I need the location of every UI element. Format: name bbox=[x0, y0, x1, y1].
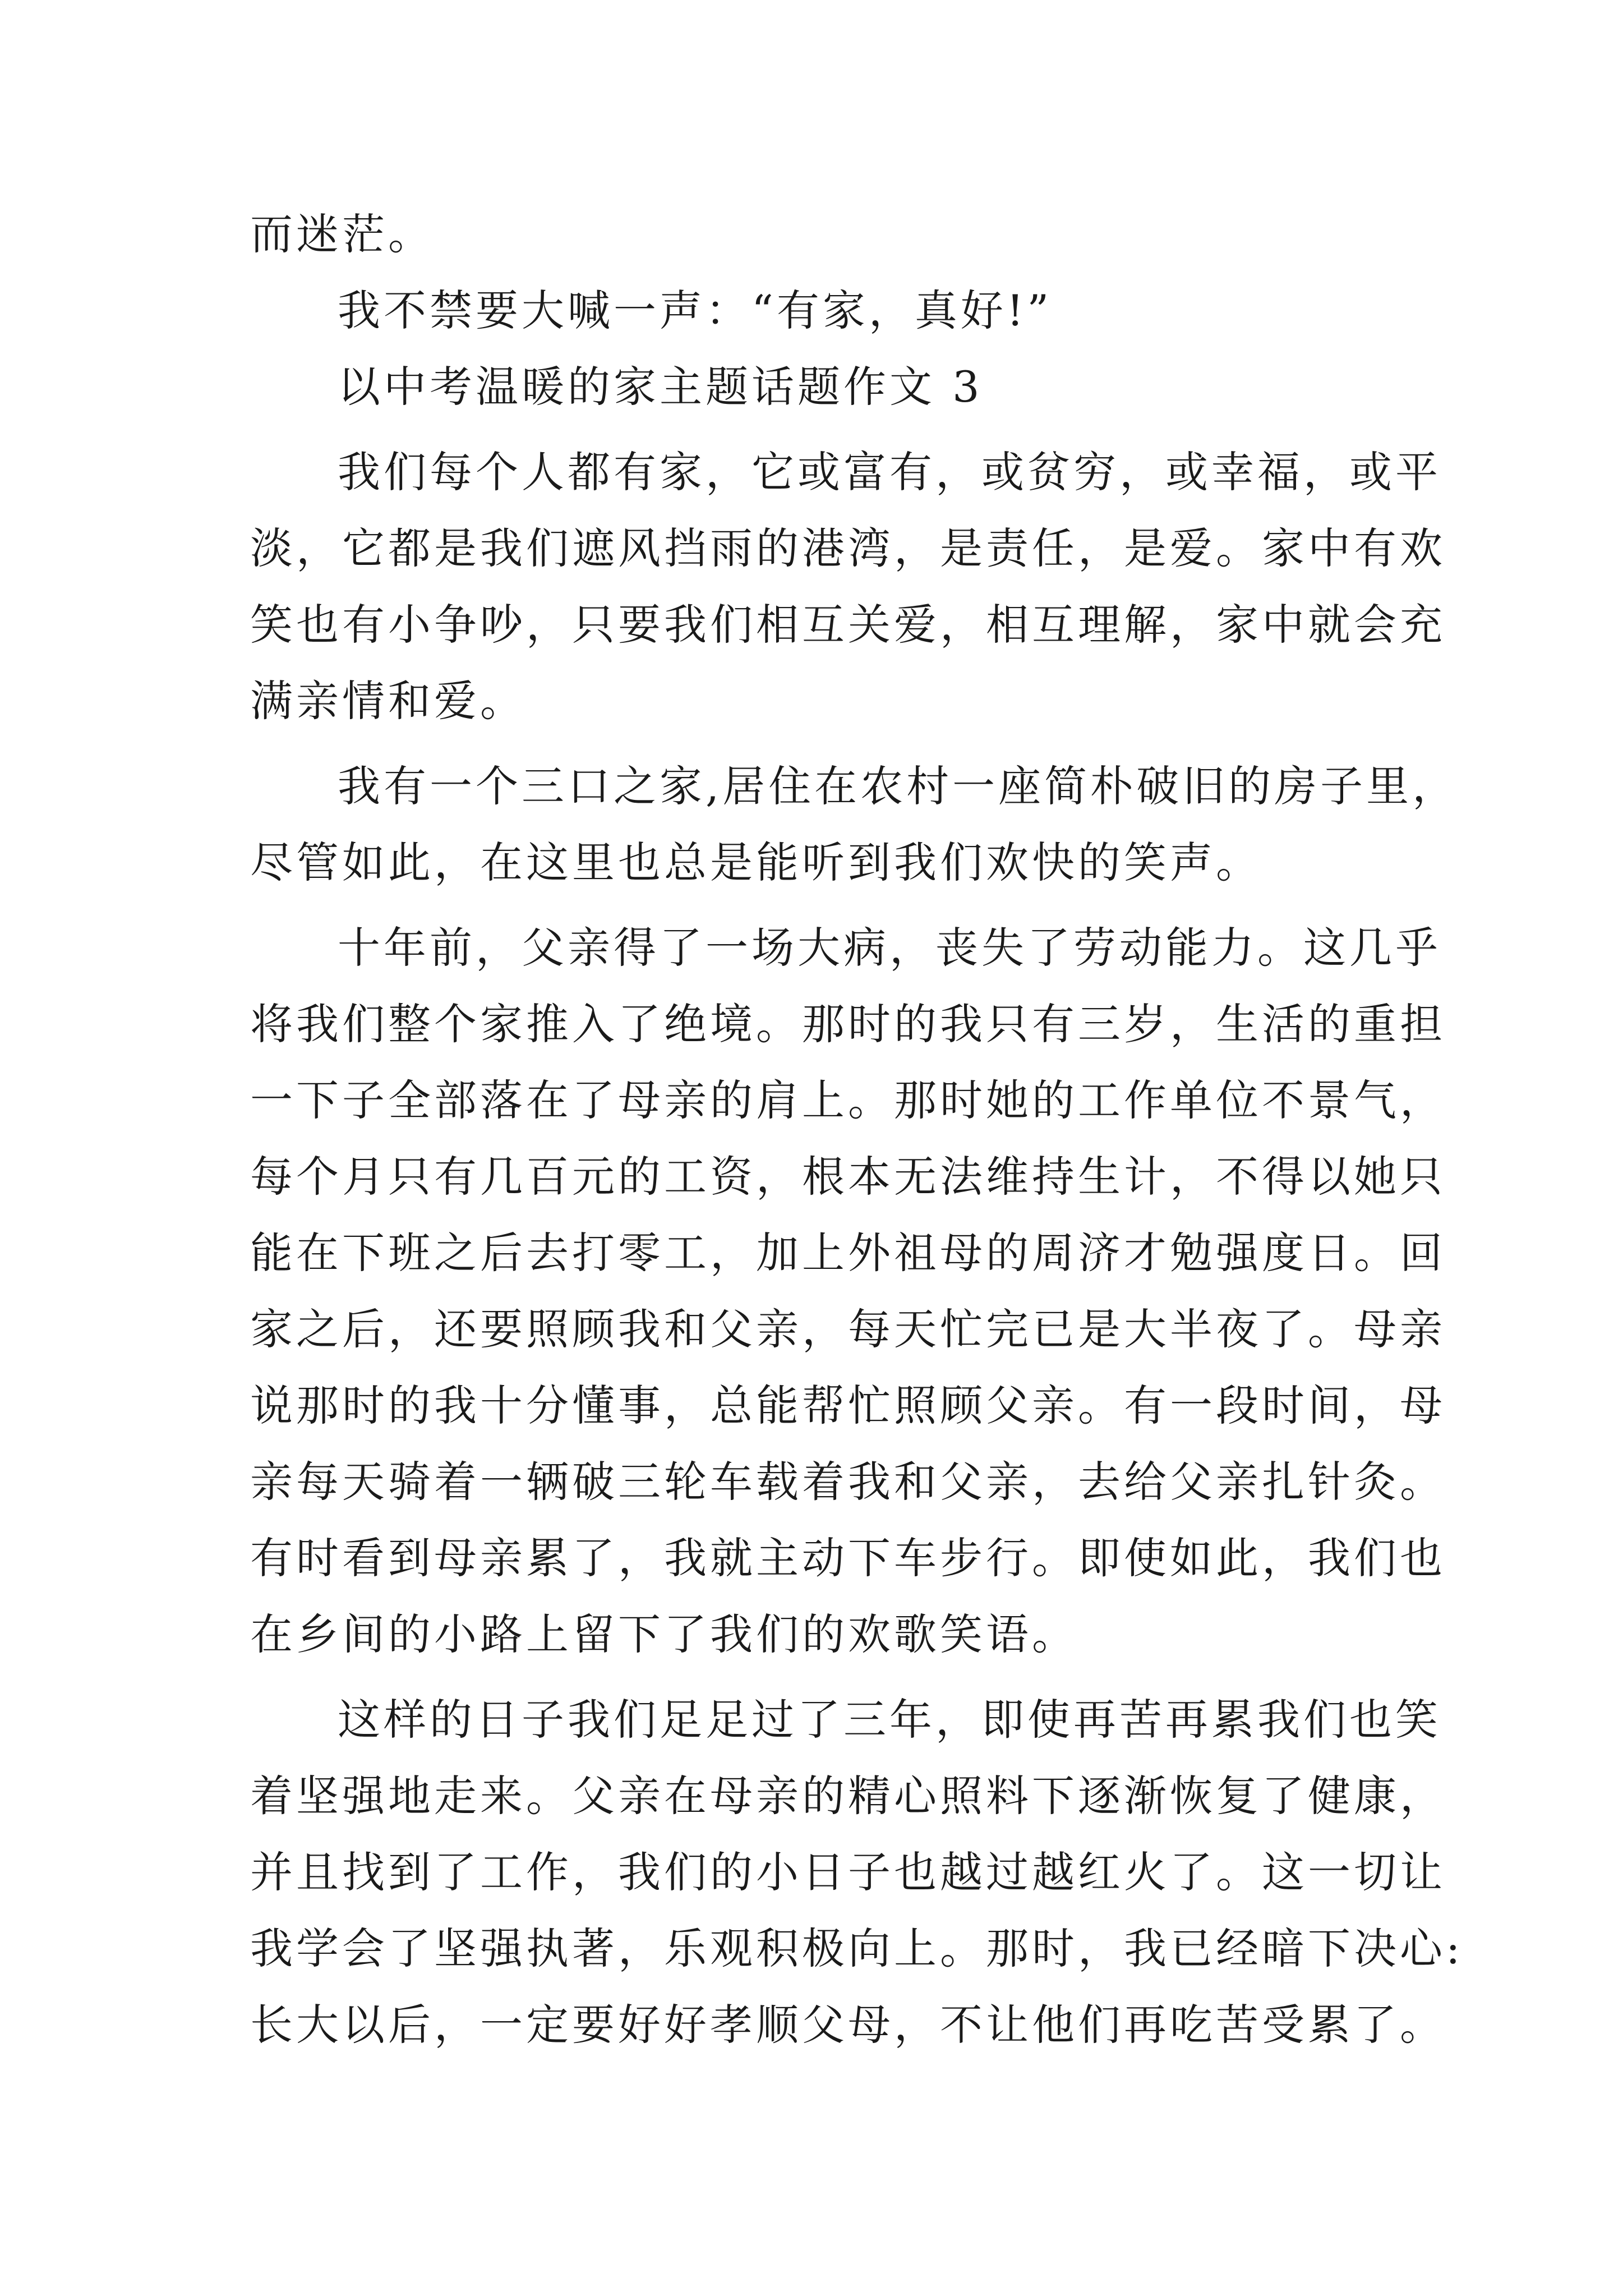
paragraph-line: 尽管如此，在这里也总是能听到我们欢快的笑声。 bbox=[250, 838, 1262, 887]
paragraph-line: 说那时的我十分懂事，总能帮忙照顾父亲。有一段时间，母 bbox=[250, 1381, 1446, 1430]
section-heading: 以中考温暖的家主题话题作文 3 bbox=[338, 362, 983, 412]
paragraph-line: 家之后，还要照顾我和父亲，每天忙完已是大半夜了。母亲 bbox=[250, 1304, 1446, 1354]
paragraph-line: 每个月只有几百元的工资，根本无法维持生计，不得以她只 bbox=[250, 1152, 1446, 1202]
paragraph-line: 满亲情和爱。 bbox=[250, 676, 526, 726]
paragraph-line: 长大以后，一定要好好孝顺父母，不让他们再吃苦受累了。 bbox=[250, 2000, 1446, 2050]
paragraph-line: 淡，它都是我们遮风挡雨的港湾，是责任，是爱。家中有欢 bbox=[250, 523, 1446, 573]
paragraph-line: 我学会了坚强执著，乐观积极向上。那时，我已经暗下决心: bbox=[250, 1924, 1464, 1973]
paragraph-line: 十年前，父亲得了一场大病，丧失了劳动能力。这几乎 bbox=[338, 923, 1441, 973]
paragraph-line: 并且找到了工作，我们的小日子也越过越红火了。这一切让 bbox=[250, 1847, 1446, 1897]
paragraph-line: 我有一个三口之家,居住在农村一座简朴破旧的房子里， bbox=[338, 761, 1459, 811]
paragraph-line: 着坚强地走来。父亲在母亲的精心照料下逐渐恢复了健康， bbox=[250, 1771, 1446, 1821]
paragraph-line: 有时看到母亲累了，我就主动下车步行。即使如此，我们也 bbox=[250, 1533, 1446, 1583]
paragraph-line: 亲每天骑着一辆破三轮车载着我和父亲，去给父亲扎针灸。 bbox=[250, 1457, 1446, 1507]
paragraph-line: 我们每个人都有家，它或富有，或贫穷，或幸福，或平 bbox=[338, 447, 1441, 497]
paragraph-line: 将我们整个家推入了绝境。那时的我只有三岁，生活的重担 bbox=[250, 999, 1446, 1049]
document-text bbox=[250, 196, 1464, 2063]
paragraph-line: 一下子全部落在了母亲的肩上。那时她的工作单位不景气， bbox=[250, 1075, 1446, 1125]
paragraph-line: 能在下班之后去打零工，加上外祖母的周济才勉强度日。回 bbox=[250, 1228, 1446, 1278]
paragraph-line: 这样的日子我们足足过了三年，即使再苦再累我们也笑 bbox=[338, 1695, 1441, 1745]
paragraph-line: 在乡间的小路上留下了我们的欢歌笑语。 bbox=[250, 1609, 1078, 1659]
paragraph-line: 我不禁要大喊一声：“有家，真好!” bbox=[338, 286, 1053, 335]
paragraph-line: 而迷茫。 bbox=[250, 209, 434, 259]
paragraph-line: 笑也有小争吵，只要我们相互关爱，相互理解，家中就会充 bbox=[250, 600, 1446, 650]
